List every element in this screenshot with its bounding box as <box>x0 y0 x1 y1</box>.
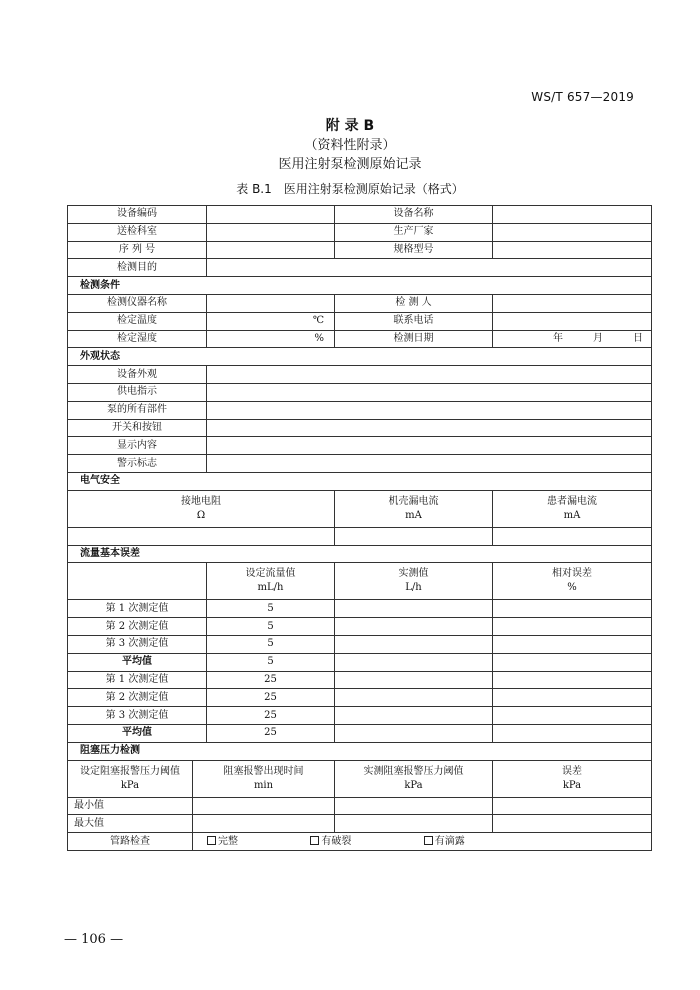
flow-row-set-value: 5 <box>207 618 335 636</box>
occlusion-min-measured[interactable] <box>335 797 493 815</box>
flow-row-label: 第 2 次测定值 <box>68 618 207 636</box>
standard-code: WS/T 657—2019 <box>531 90 634 104</box>
occlusion-max-measured[interactable] <box>335 815 493 833</box>
enclosure-leakage-label: 机壳漏电流 <box>388 495 439 507</box>
inspector-label: 检 测 人 <box>335 294 493 312</box>
occlusion-measured-unit: kPa <box>404 779 423 791</box>
table-row <box>68 635 652 653</box>
table-row <box>68 563 652 600</box>
pipe-leak-checkbox[interactable] <box>424 835 465 849</box>
table-row <box>68 330 652 348</box>
flow-row-label: 第 1 次测定值 <box>68 671 207 689</box>
temp-unit: ℃ <box>312 315 324 327</box>
ground-resistance-unit: Ω <box>196 509 206 521</box>
table-row <box>68 527 652 545</box>
table-row <box>68 833 652 851</box>
table-row <box>68 383 652 401</box>
sending-dept-value[interactable] <box>207 223 335 241</box>
appendix-heading: 附 录 B <box>325 118 375 134</box>
serial-no-label: 序 列 号 <box>68 241 207 259</box>
flow-row-measured[interactable] <box>335 689 493 707</box>
table-row <box>68 653 652 671</box>
pipe-check-options <box>193 833 652 851</box>
pipe-broken-checkbox[interactable] <box>310 835 351 849</box>
flow-row-set-value: 25 <box>207 707 335 725</box>
occlusion-error-unit: kPa <box>562 779 582 791</box>
table-row <box>68 797 652 815</box>
humidity-value[interactable] <box>207 330 335 348</box>
appearance-item-label: 警示标志 <box>68 455 207 473</box>
record-table <box>67 205 652 851</box>
flow-row-average-label: 平均值 <box>68 653 207 671</box>
occlusion-measured-header <box>335 760 493 797</box>
device-code-label: 设备编码 <box>68 206 207 224</box>
flow-error-label: 相对误差 <box>552 568 592 580</box>
purpose-label: 检测目的 <box>68 259 207 277</box>
serial-no-value[interactable] <box>207 241 335 259</box>
flow-row-average-label: 平均值 <box>68 724 207 742</box>
flow-row-error[interactable] <box>493 600 652 618</box>
checkbox-icon <box>310 836 319 845</box>
section-row <box>68 472 652 490</box>
table-row <box>68 259 652 277</box>
appearance-item-value[interactable] <box>207 419 652 437</box>
flow-row-set-value: 5 <box>207 600 335 618</box>
table-row <box>68 241 652 259</box>
ground-resistance-header <box>68 490 335 527</box>
appendix-title: 医用注射泵检测原始记录 <box>278 157 422 172</box>
section-row <box>68 277 652 295</box>
flow-set-header <box>207 563 335 600</box>
device-name-label: 设备名称 <box>335 206 493 224</box>
date-year: 年 <box>553 332 563 344</box>
ground-resistance-value[interactable] <box>68 527 335 545</box>
date-day: 日 <box>633 332 643 344</box>
flow-row-error[interactable] <box>493 653 652 671</box>
flow-set-unit: mL/h <box>257 582 284 594</box>
occlusion-min-time[interactable] <box>193 797 335 815</box>
flow-row-label: 第 3 次测定值 <box>68 707 207 725</box>
flow-row-set-value: 25 <box>207 689 335 707</box>
table-row <box>68 455 652 473</box>
table-row <box>68 760 652 797</box>
table-row <box>68 689 652 707</box>
flow-error-header <box>493 563 652 600</box>
flow-row-set-value: 25 <box>207 671 335 689</box>
flow-row-label: 第 2 次测定值 <box>68 689 207 707</box>
phone-value[interactable] <box>493 312 652 330</box>
table-row <box>68 707 652 725</box>
flow-row-error[interactable] <box>493 707 652 725</box>
occlusion-time-unit: min <box>253 779 274 791</box>
occlusion-measured-label: 实测阻塞报警压力阈值 <box>363 765 464 777</box>
patient-leakage-label: 患者漏电流 <box>547 495 597 507</box>
pipe-check-label: 管路检查 <box>68 833 193 851</box>
appearance-item-value[interactable] <box>207 437 652 455</box>
appearance-item-label: 设备外观 <box>68 366 207 384</box>
flow-row-error[interactable] <box>493 671 652 689</box>
table-row <box>68 419 652 437</box>
flow-row-error[interactable] <box>493 689 652 707</box>
date-value[interactable] <box>493 330 652 348</box>
patient-leakage-value[interactable] <box>493 527 652 545</box>
flow-row-error[interactable] <box>493 724 652 742</box>
instrument-name-value[interactable] <box>207 294 335 312</box>
temp-value[interactable] <box>207 312 335 330</box>
humidity-unit: % <box>314 332 324 344</box>
flow-row-measured[interactable] <box>335 671 493 689</box>
enclosure-leakage-header <box>335 490 493 527</box>
table-row <box>68 312 652 330</box>
appearance-item-label: 开关和按钮 <box>68 419 207 437</box>
table-row <box>68 815 652 833</box>
manufacturer-label: 生产厂家 <box>335 223 493 241</box>
phone-label: 联系电话 <box>335 312 493 330</box>
occlusion-time-header <box>193 760 335 797</box>
model-value[interactable] <box>493 241 652 259</box>
appearance-item-label: 供电指示 <box>68 383 207 401</box>
flow-row-measured[interactable] <box>335 635 493 653</box>
pipe-broken-label: 有破裂 <box>321 835 352 847</box>
flow-row-label: 第 3 次测定值 <box>68 635 207 653</box>
table-row <box>68 294 652 312</box>
patient-leakage-unit: mA <box>563 509 581 521</box>
table-row <box>68 206 652 224</box>
model-label: 规格型号 <box>335 241 493 259</box>
flow-measured-unit: L/h <box>405 582 422 594</box>
section-row <box>68 348 652 366</box>
appearance-item-value[interactable] <box>207 401 652 419</box>
flow-row-measured[interactable] <box>335 653 493 671</box>
occlusion-max-error[interactable] <box>493 815 652 833</box>
enclosure-leakage-unit: mA <box>405 509 422 521</box>
enclosure-leakage-value[interactable] <box>335 527 493 545</box>
checkbox-icon <box>207 836 216 845</box>
appearance-item-value[interactable] <box>207 455 652 473</box>
occlusion-set-label: 设定阻塞报警压力阈值 <box>80 765 180 777</box>
occlusion-max-label: 最大值 <box>68 815 193 833</box>
appendix-type: （资料性附录） <box>304 138 396 153</box>
occlusion-section-title: 阻塞压力检测 <box>68 742 652 760</box>
occlusion-set-unit: kPa <box>120 779 140 791</box>
patient-leakage-header <box>493 490 652 527</box>
conditions-section-title: 检测条件 <box>68 277 652 295</box>
table-row <box>68 671 652 689</box>
device-name-value[interactable] <box>493 206 652 224</box>
occlusion-min-label: 最小值 <box>68 797 193 815</box>
flow-section-title: 流量基本误差 <box>68 545 652 563</box>
manufacturer-value[interactable] <box>493 223 652 241</box>
flow-row-measured[interactable] <box>335 707 493 725</box>
flow-row-error[interactable] <box>493 618 652 636</box>
flow-corner-cell <box>68 563 207 600</box>
flow-row-measured[interactable] <box>335 724 493 742</box>
flow-row-label: 第 1 次测定值 <box>68 600 207 618</box>
section-row <box>68 742 652 760</box>
flow-measured-label: 实测值 <box>398 568 429 580</box>
table-row <box>68 618 652 636</box>
table-row <box>68 437 652 455</box>
appearance-section-title: 外观状态 <box>68 348 652 366</box>
table-row <box>68 490 652 527</box>
ground-resistance-label: 接地电阻 <box>181 495 221 507</box>
occlusion-error-label: 误差 <box>562 765 582 777</box>
electrical-section-title: 电气安全 <box>68 472 652 490</box>
table-row <box>68 366 652 384</box>
occlusion-time-label: 阻塞报警出现时间 <box>223 765 304 777</box>
table-title: 表 B.1 医用注射泵检测原始记录（格式） <box>236 182 464 196</box>
purpose-value[interactable] <box>207 259 652 277</box>
date-month: 月 <box>593 332 603 344</box>
pipe-intact-label: 完整 <box>218 835 238 847</box>
inspector-value[interactable] <box>493 294 652 312</box>
checkbox-icon <box>424 836 433 845</box>
device-code-value[interactable] <box>207 206 335 224</box>
flow-row-set-value: 5 <box>207 653 335 671</box>
flow-error-unit: % <box>567 582 577 594</box>
appearance-item-label: 显示内容 <box>68 437 207 455</box>
sending-dept-label: 送检科室 <box>68 223 207 241</box>
appearance-item-label: 泵的所有部件 <box>68 401 207 419</box>
appearance-item-value[interactable] <box>207 383 652 401</box>
occlusion-error-header <box>493 760 652 797</box>
flow-row-measured[interactable] <box>335 618 493 636</box>
flow-set-label: 设定流量值 <box>245 568 296 580</box>
flow-row-set-value: 5 <box>207 635 335 653</box>
pipe-leak-label: 有滴露 <box>434 835 465 847</box>
date-label: 检测日期 <box>335 330 493 348</box>
occlusion-set-header <box>68 760 193 797</box>
table-row <box>68 401 652 419</box>
instrument-name-label: 检测仪器名称 <box>68 294 207 312</box>
table-row <box>68 724 652 742</box>
flow-row-set-value: 25 <box>207 724 335 742</box>
flow-row-measured[interactable] <box>335 600 493 618</box>
appearance-item-value[interactable] <box>207 366 652 384</box>
occlusion-min-error[interactable] <box>493 797 652 815</box>
temp-label: 检定温度 <box>68 312 207 330</box>
table-row <box>68 600 652 618</box>
occlusion-max-time[interactable] <box>193 815 335 833</box>
pipe-intact-checkbox[interactable] <box>207 835 238 849</box>
flow-row-error[interactable] <box>493 635 652 653</box>
humidity-label: 检定湿度 <box>68 330 207 348</box>
page-number: — 106 — <box>64 932 124 947</box>
table-row <box>68 223 652 241</box>
flow-measured-header <box>335 563 493 600</box>
section-row <box>68 545 652 563</box>
